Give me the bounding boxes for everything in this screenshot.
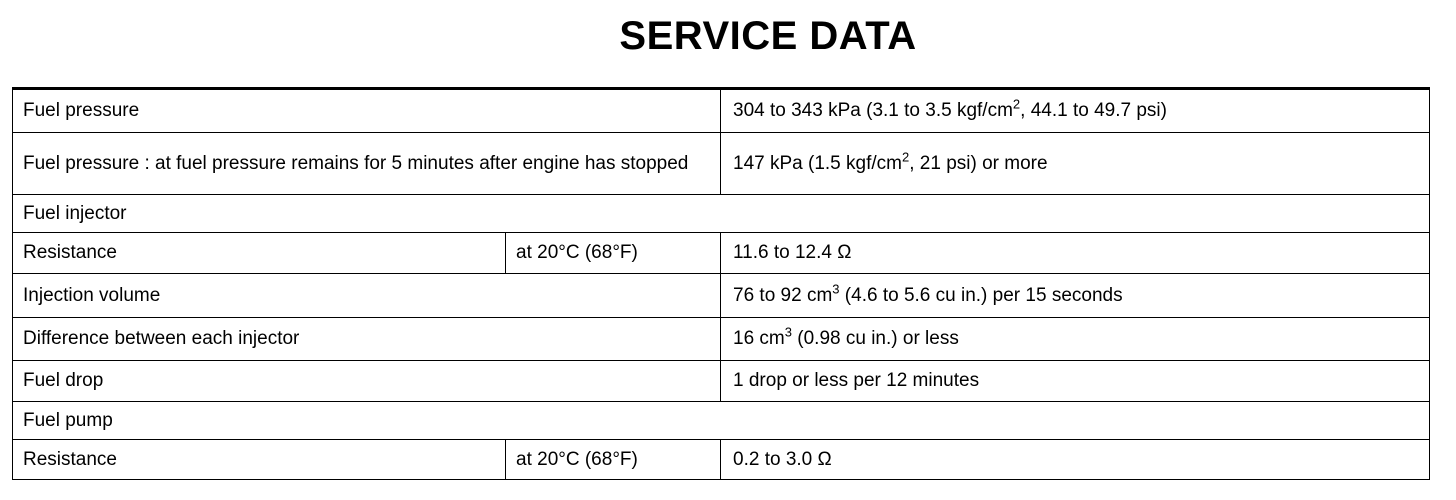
spec-value: 304 to 343 kPa (3.1 to 3.5 kgf/$cm^2$, 44.1 to 49.7 psi)	[721, 89, 1430, 133]
table-row-injector-difference	[13, 318, 1430, 361]
page-title: SERVICE DATA	[619, 14, 917, 58]
section-heading: Fuel pump	[13, 402, 1430, 440]
table-row-fuel-pressure	[13, 89, 1430, 133]
section-row-fuel-injector	[13, 195, 1430, 233]
spec-value: 76 to 92 $cm^3$ (4.6 to 5.6 cu in.) per 15 seconds	[721, 274, 1430, 318]
section-row-fuel-pump	[13, 402, 1430, 440]
spec-value: 147 kPa (1.5 kgf/$cm^2$, 21 psi) or more	[721, 133, 1430, 195]
table-row-fuel-pressure-hold	[13, 133, 1430, 195]
service-data-table	[12, 87, 1430, 480]
spec-value: 11.6 to 12.4 Ω	[721, 233, 1430, 274]
table-row-fuel-drop	[13, 361, 1430, 402]
spec-value: 16 $cm^3$ (0.98 cu in.) or less	[721, 318, 1430, 361]
spec-label: Difference between each injector	[13, 318, 721, 361]
spec-value: 0.2 to 3.0 Ω	[721, 440, 1430, 480]
spec-label: Fuel pressure : at fuel pressure remains for 5 minutes after engine has stopped	[13, 133, 721, 195]
table-row-pump-resistance	[13, 440, 1430, 480]
table-row-injector-resistance	[13, 233, 1430, 274]
spec-label: Fuel drop	[13, 361, 721, 402]
section-heading: Fuel injector	[13, 195, 1430, 233]
spec-condition: at 20°C (68°F)	[506, 440, 721, 480]
spec-value: 1 drop or less per 12 minutes	[721, 361, 1430, 402]
spec-label: Fuel pressure	[13, 89, 721, 133]
spec-label: Resistance	[13, 440, 506, 480]
spec-label: Injection volume	[13, 274, 721, 318]
spec-label: Resistance	[13, 233, 506, 274]
spec-condition: at 20°C (68°F)	[506, 233, 721, 274]
table-row-injection-volume	[13, 274, 1430, 318]
